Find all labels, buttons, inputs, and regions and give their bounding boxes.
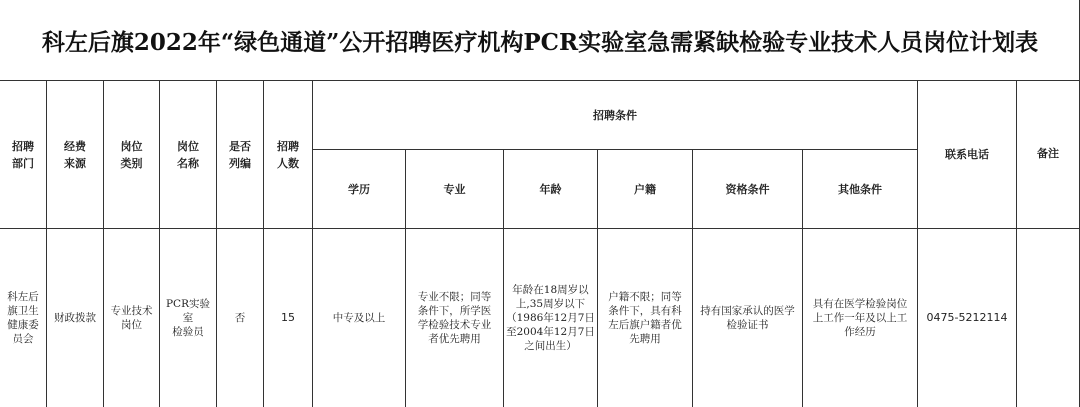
header-listed: 是否 列编 (229, 139, 251, 170)
row-post-name: PCR实验室 检验员 (165, 298, 210, 338)
header-remark: 备注 (1037, 147, 1059, 160)
header-funding: 经费 来源 (64, 139, 86, 170)
row-listed: 否 (234, 312, 246, 324)
header-age: 年龄 (539, 182, 562, 196)
header-phone: 联系电话 (945, 148, 989, 161)
row-phone: 0475-5212114 (926, 311, 1008, 324)
row-other: 具有在医学检验岗位 上工作一年及以上工 作经历 (812, 298, 908, 338)
row-remark (1017, 229, 1079, 407)
header-education: 学历 (348, 182, 370, 196)
row-post-type: 专业技术 岗位 (110, 305, 153, 331)
header-hukou: 户籍 (634, 182, 656, 196)
document-title: 科左后旗2022年“绿色通道”公开招聘医疗机构PCR实验室急需紧缺检验专业技术人员岗位计划表 (41, 28, 1039, 56)
row-funding: 财政拨款 (54, 312, 96, 324)
header-dept: 招聘 部门 (12, 139, 34, 170)
row-count: 15 (281, 311, 295, 324)
header-major: 专业 (443, 182, 466, 196)
header-other: 其他条件 (838, 182, 882, 196)
header-conditions: 招聘条件 (593, 108, 637, 122)
row-qualification: 持有国家承认的医学 检验证书 (700, 305, 795, 331)
row-major: 专业不限；同等 条件下，所学医 学检验技术专业 者优先聘用 (417, 291, 492, 345)
row-dept: 科左后 旗卫生 健康委 员会 (7, 291, 39, 345)
header-qualification: 资格条件 (725, 182, 770, 196)
header-post-type: 岗位 类别 (120, 139, 143, 170)
header-post-name: 岗位 名称 (177, 139, 199, 170)
row-age: 年龄在18周岁以 上,35周岁以下 （1986年12月7日 至2004年12月7日 之间出生） (506, 284, 595, 352)
row-hukou: 户籍不限；同等 条件下，具有科 左后旗户籍者优 先聘用 (608, 291, 682, 345)
row-education: 中专及以上 (332, 312, 386, 324)
header-count: 招聘 人数 (277, 139, 299, 170)
